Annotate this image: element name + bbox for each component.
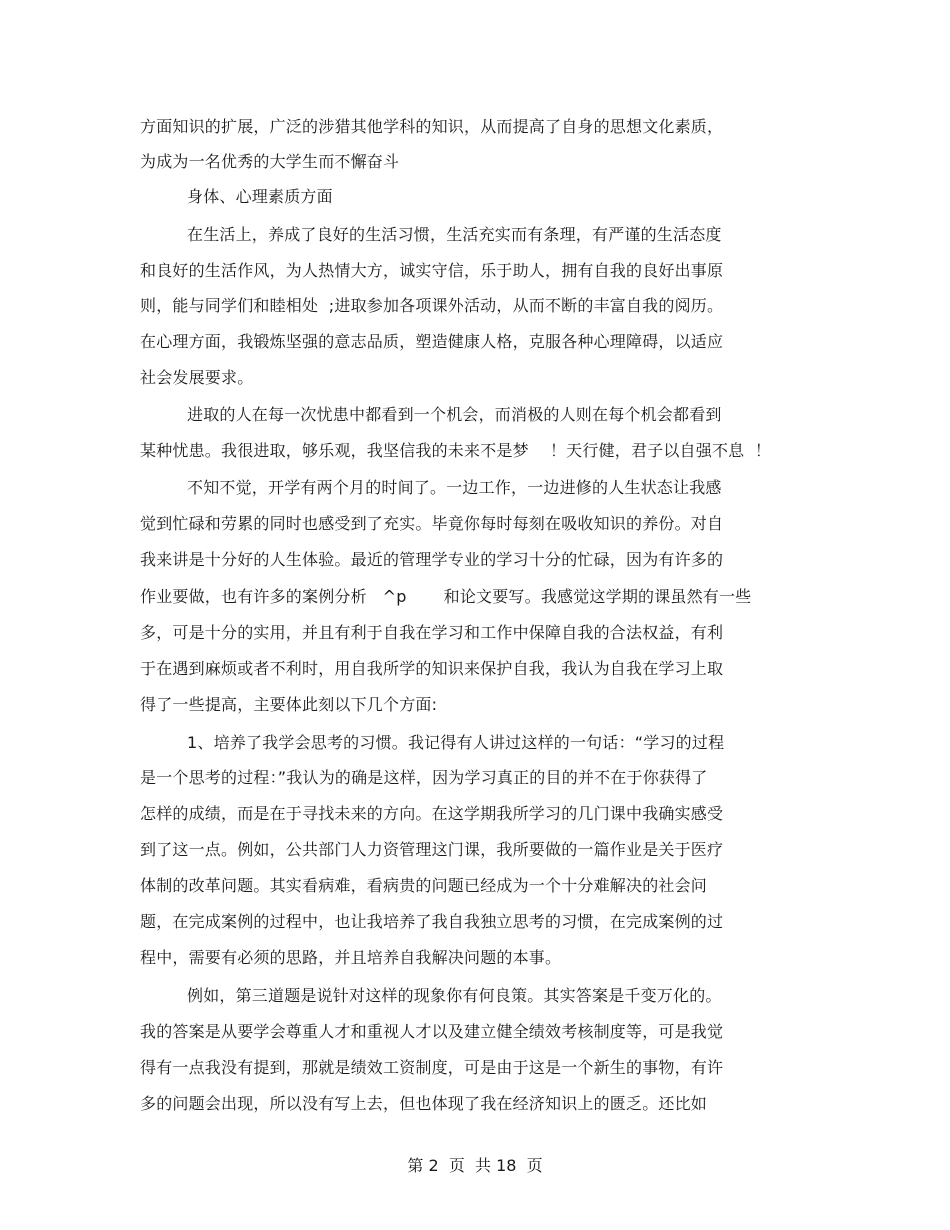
text-line-22: 体制的改革问题。其实看病难，看病贵的问题已经成为一个十分难解决的社会问	[140, 876, 708, 895]
text-line-9: 进取的人在每一次忧患中都看到一个机会，而消极的人则在每个机会都看到	[187, 405, 722, 424]
text-line-1: 方面知识的扩展，广泛的涉猎其他学科的知识，从而提高了自身的思想文化素质，	[140, 117, 724, 136]
text-line-21: 到了这一点。例如，公共部门人力资管理这门课，我所要做的一篇作业是关于医疗	[140, 840, 724, 859]
text-line-20: 怎样的成绩，而是在于寻找未来的方向。在这学期我所学习的几门课中我确实感受	[140, 804, 724, 823]
page-number-footer: 第 2 页 共 18 页	[407, 1156, 543, 1175]
text-line-8: 社会发展要求。	[140, 368, 254, 387]
text-line-15: 多，可是十分的实用，并且有利于自我在学习和工作中保障自我的合法权益，有利	[140, 623, 724, 642]
text-line-28: 多的问题会出现，所以没有写上去，但也体现了我在经济知识上的匮乏。还比如	[140, 1094, 708, 1113]
text-line-14: 作业要做，也有许多的案例分析 ^p 和论文要写。我感觉这学期的课虽然有一些	[140, 587, 752, 606]
text-line-5: 和良好的生活作风，为人热情大方，诚实守信，乐于助人，拥有自我的良好出事原	[140, 261, 724, 280]
text-line-23: 题，在完成案例的过程中，也让我培养了我自我独立思考的习惯，在完成案例的过	[140, 912, 724, 931]
text-line-17: 得了一些提高，主要体此刻以下几个方面:	[140, 695, 438, 714]
section-heading: 身体、心理素质方面	[187, 187, 333, 206]
text-line-11: 不知不觉，开学有两个月的时间了。一边工作，一边进修的人生状态让我感	[187, 478, 722, 497]
text-line-2: 为成为一名优秀的大学生而不懈奋斗	[140, 152, 400, 171]
text-line-6: 则，能与同学们和睦相处 ;进取参加各项课外活动，从而不断的丰富自我的阅历。	[140, 296, 724, 315]
text-line-25: 例如，第三道题是说针对这样的现象你有何良策。其实答案是千变万化的。	[187, 986, 722, 1005]
text-line-13: 我来讲是十分好的人生体验。最近的管理学专业的学习十分的忙碌，因为有许多的	[140, 550, 724, 569]
text-line-27: 得有一点我没有提到，那就是绩效工资制度，可是由于这是一个新生的事物，有许	[140, 1058, 724, 1077]
text-line-4: 在生活上，养成了良好的生活习惯，生活充实而有条理，有严谨的生活态度	[187, 225, 722, 244]
text-line-18: 1、培养了我学会思考的习惯。我记得有人讲过这样的一句话：“学习的过程	[187, 733, 725, 752]
text-line-16: 于在遇到麻烦或者不利时，用自我所学的知识来保护自我，我认为自我在学习上取	[140, 659, 724, 678]
text-line-24: 程中，需要有必须的思路，并且培养自我解决问题的本事。	[140, 948, 562, 967]
text-line-10: 某种忧患。我很进取，够乐观，我坚信我的未来不是梦 ！天行健，君子以自强不息 ！	[140, 441, 772, 460]
text-line-19: 是一个思考的过程：”我认为的确是这样，因为学习真正的目的并不在于你获得了	[140, 768, 708, 787]
text-line-12: 觉到忙碌和劳累的同时也感受到了充实。毕竟你每时每刻在吸收知识的养份。对自	[140, 514, 724, 533]
text-line-26: 我的答案是从要学会尊重人才和重视人才以及建立健全绩效考核制度等，可是我觉	[140, 1022, 724, 1041]
text-line-7: 在心理方面，我锻炼坚强的意志品质，塑造健康人格，克服各种心理障碍，以适应	[140, 332, 724, 351]
